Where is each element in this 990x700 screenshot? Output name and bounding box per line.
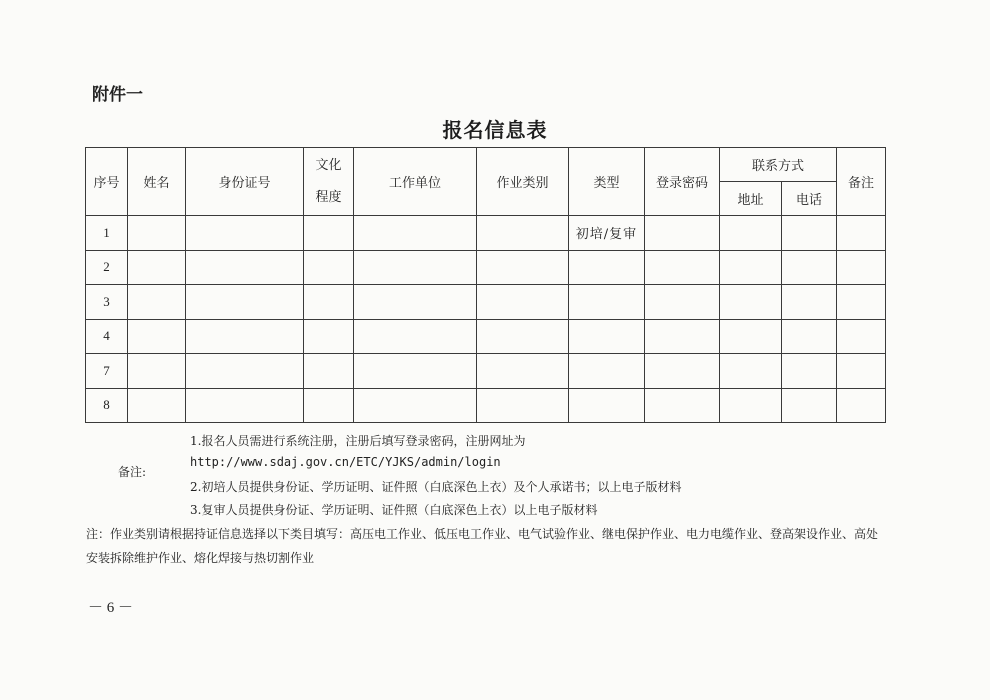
empty-cell	[128, 354, 186, 389]
header-education	[304, 148, 354, 216]
empty-cell	[128, 216, 186, 251]
empty-cell	[782, 388, 837, 423]
empty-cell	[186, 285, 304, 320]
page-number: － 6 －	[88, 600, 134, 616]
empty-cell	[128, 388, 186, 423]
registration-table	[85, 147, 886, 423]
empty-cell	[477, 354, 569, 389]
header-phone: 电话	[782, 182, 837, 216]
empty-cell	[354, 319, 477, 354]
empty-cell	[837, 250, 886, 285]
attachment-label: 附件一	[92, 85, 143, 105]
empty-cell	[186, 250, 304, 285]
row-seq: 3	[86, 285, 128, 320]
empty-cell	[645, 319, 720, 354]
empty-cell	[186, 216, 304, 251]
row-type-hint	[569, 319, 645, 354]
footnote: 注：作业类别请根据持证信息选择以下类目填写：高压电工作业、低压电工作业、电气试验作业、继电保护作业、电力电缆作业、登高架设作业、高处安装拆除维护作业、熔化焊接与热切割作业	[86, 527, 879, 565]
empty-cell	[128, 319, 186, 354]
header-education-line2: 程度	[315, 189, 342, 205]
table-row	[86, 250, 886, 285]
header-job-category: 作业类别	[477, 148, 569, 216]
empty-cell	[782, 354, 837, 389]
row-seq: 4	[86, 319, 128, 354]
header-seq: 序号	[86, 148, 128, 216]
header-address: 地址	[720, 182, 782, 216]
header-type: 类型	[569, 148, 645, 216]
empty-cell	[782, 285, 837, 320]
empty-cell	[837, 216, 886, 251]
empty-cell	[354, 354, 477, 389]
empty-cell	[354, 388, 477, 423]
empty-cell	[645, 354, 720, 389]
header-contact: 联系方式	[720, 148, 837, 182]
table-row	[86, 388, 886, 423]
table-row	[86, 319, 886, 354]
empty-cell	[720, 354, 782, 389]
registration-url: http://www.sdaj.gov.cn/ETC/YJKS/admin/login	[190, 455, 501, 469]
table-row	[86, 285, 886, 320]
empty-cell	[645, 216, 720, 251]
table-row	[86, 354, 886, 389]
header-education-line1: 文化	[315, 157, 342, 173]
empty-cell	[720, 388, 782, 423]
empty-cell	[645, 388, 720, 423]
empty-cell	[354, 216, 477, 251]
empty-cell	[304, 354, 354, 389]
row-type-hint	[569, 285, 645, 320]
empty-cell	[477, 319, 569, 354]
empty-cell	[354, 285, 477, 320]
form-title: 报名信息表	[442, 118, 548, 142]
empty-cell	[782, 250, 837, 285]
row-type-hint	[569, 354, 645, 389]
row-type-hint: 初培/复审	[569, 216, 645, 251]
notes-label: 备注:	[118, 465, 147, 479]
empty-cell	[837, 285, 886, 320]
empty-cell	[782, 216, 837, 251]
empty-cell	[837, 354, 886, 389]
row-seq: 8	[86, 388, 128, 423]
empty-cell	[304, 250, 354, 285]
row-seq: 1	[86, 216, 128, 251]
empty-cell	[304, 285, 354, 320]
empty-cell	[477, 216, 569, 251]
empty-cell	[782, 319, 837, 354]
empty-cell	[304, 388, 354, 423]
empty-cell	[186, 354, 304, 389]
empty-cell	[128, 285, 186, 320]
row-type-hint	[569, 388, 645, 423]
header-login-password: 登录密码	[645, 148, 720, 216]
empty-cell	[645, 250, 720, 285]
header-name: 姓名	[128, 148, 186, 216]
empty-cell	[304, 216, 354, 251]
header-remarks: 备注	[837, 148, 886, 216]
note-line-1: 1.报名人员需进行系统注册，注册后填写登录密码，注册网址为	[190, 434, 526, 448]
note-line-2: 2.初培人员提供身份证、学历证明、证件照（白底深色上衣）及个人承诺书；以上电子版材料	[190, 480, 682, 494]
row-seq: 2	[86, 250, 128, 285]
empty-cell	[477, 285, 569, 320]
table-row	[86, 216, 886, 251]
empty-cell	[477, 388, 569, 423]
empty-cell	[304, 319, 354, 354]
empty-cell	[720, 250, 782, 285]
row-seq: 7	[86, 354, 128, 389]
empty-cell	[645, 285, 720, 320]
header-workplace: 工作单位	[354, 148, 477, 216]
empty-cell	[720, 319, 782, 354]
empty-cell	[354, 250, 477, 285]
empty-cell	[720, 285, 782, 320]
empty-cell	[128, 250, 186, 285]
empty-cell	[477, 250, 569, 285]
row-type-hint	[569, 250, 645, 285]
empty-cell	[837, 388, 886, 423]
note-line-3: 3.复审人员提供身份证、学历证明、证件照（白底深色上衣）以上电子版材料	[190, 503, 598, 517]
header-id-number: 身份证号	[186, 148, 304, 216]
empty-cell	[186, 319, 304, 354]
empty-cell	[720, 216, 782, 251]
empty-cell	[837, 319, 886, 354]
empty-cell	[186, 388, 304, 423]
